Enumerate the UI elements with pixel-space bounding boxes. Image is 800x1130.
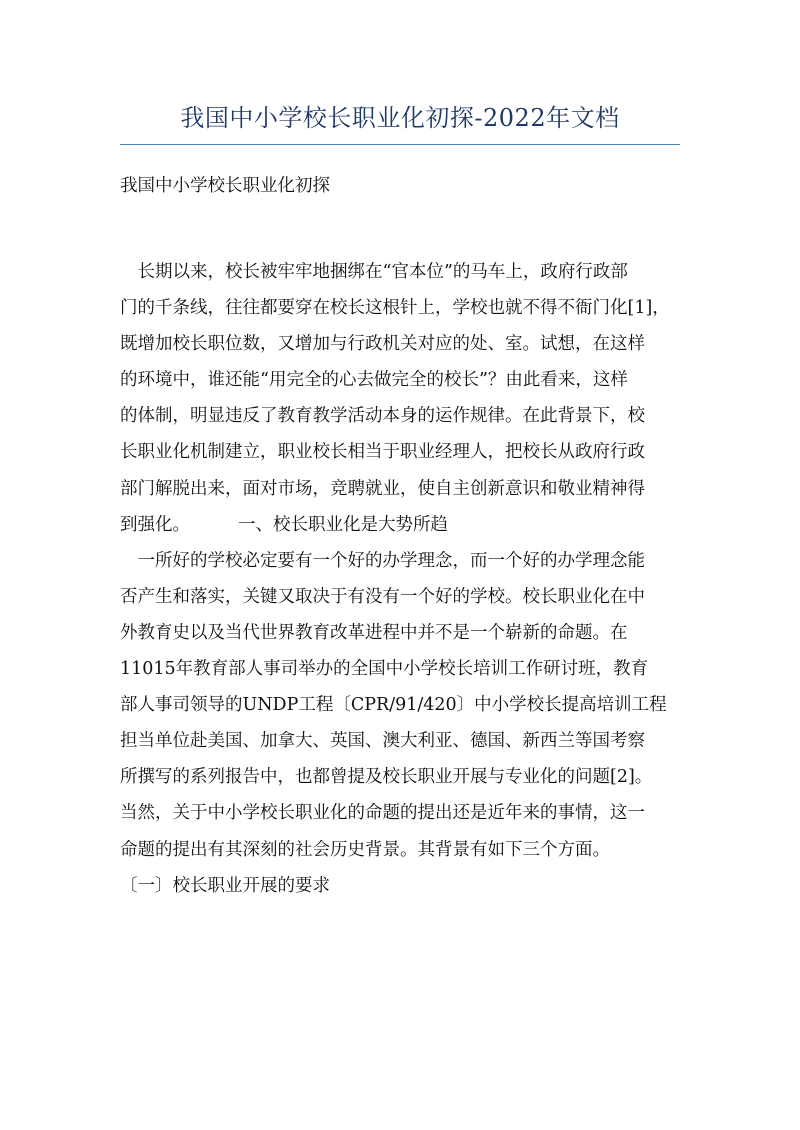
subsection-heading: 〔一〕校长职业开展的要求 <box>120 875 330 896</box>
body-line: 一所好的学校必定要有一个好的办学理念，而一个好的办学理念能 <box>120 550 645 571</box>
body-line: 到强化。 <box>120 514 190 535</box>
body-line: 否产生和落实，关键又取决于有没有一个好的学校。校长职业化在中 <box>120 586 645 607</box>
body-line: 外教育史以及当代世界教育改革进程中并不是一个崭新的命题。在 <box>120 622 628 643</box>
body-line: 长职业化机制建立，职业校长相当于职业经理人，把校长从政府行政 <box>120 442 645 463</box>
title-underline <box>120 144 680 145</box>
article-subtitle: 我国中小学校长职业化初探 <box>120 176 330 196</box>
body-line: 当然，关于中小学校长职业化的命题的提出还是近年来的事情，这一 <box>120 803 645 824</box>
document-title: 我国中小学校长职业化初探-2022年文档 <box>180 104 620 132</box>
body-line: 既增加校长职位数，又增加与行政机关对应的处、室。试想，在这样 <box>120 334 645 355</box>
body-line: 命题的提出有其深刻的社会历史背景。其背景有如下三个方面。 <box>120 839 610 860</box>
body-line: 门的千条线，往往都要穿在校长这根针上，学校也就不得不衙门化[1]， <box>120 298 670 319</box>
body-line-with-heading <box>120 507 686 543</box>
body-line: 的环境中，谁还能“用完全的心去做完全的校长”？由此看来，这样 <box>120 370 628 391</box>
section-heading: 一、校长职业化是大势所趋 <box>238 514 448 535</box>
body-line: 11015年教育部人事司举办的全国中小学校长培训工作研讨班，教育 <box>120 659 649 680</box>
body-line: 部人事司领导的UNDP工程〔CPR/91/420〕中小学校长提高培训工程 <box>120 695 667 716</box>
body-line: 长期以来，校长被牢牢地捆绑在“官本位”的马车上，政府行政部 <box>120 262 628 282</box>
body-line: 的体制，明显违反了教育教学活动本身的运作规律。在此背景下，校 <box>120 406 645 427</box>
article-body <box>120 254 686 904</box>
body-line: 部门解脱出来，面对市场，竞聘就业，使自主创新意识和敬业精神得 <box>120 478 645 499</box>
body-line: 所撰写的系列报告中，也都曾提及校长职业开展与专业化的问题[2]。 <box>120 767 653 788</box>
body-line: 担当单位赴美国、加拿大、英国、澳大利亚、德国、新西兰等国考察 <box>120 731 645 752</box>
